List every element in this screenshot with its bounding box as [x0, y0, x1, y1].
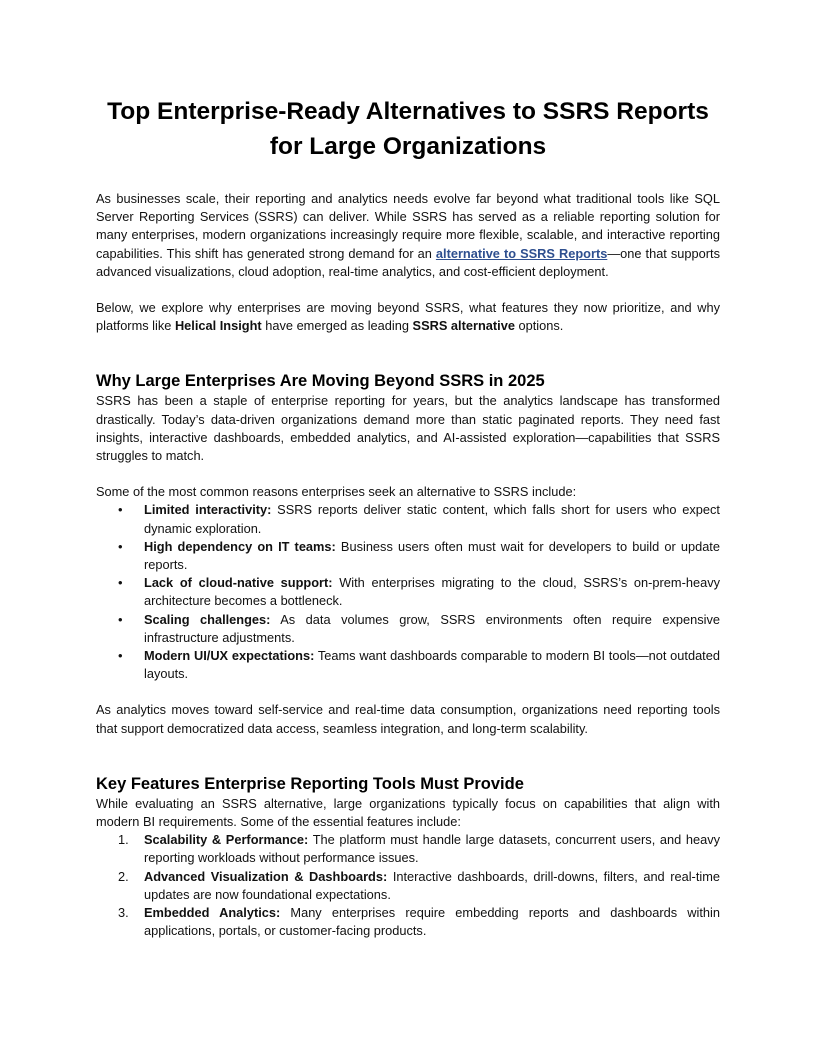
ssrs-alternative-bold: SSRS alternative [412, 318, 515, 334]
list-item-bold: High dependency on IT teams: [144, 538, 336, 554]
list-number: 3. [118, 905, 129, 921]
list-item-bold: Limited interactivity: [144, 502, 272, 518]
list-item-bold: Lack of cloud-native support: [144, 575, 333, 591]
list-item-bold: Advanced Visualization & Dashboards: [144, 868, 388, 884]
list-item-text: With enterprises migrating to the cloud, SSRS’s on-prem-heavy architecture becomes a bottleneck. [144, 575, 720, 609]
ssrs-alternative-link[interactable]: alternative to SSRS Reports [435, 245, 608, 261]
bullet-icon: • [118, 575, 123, 591]
intro-paragraph-2 [96, 299, 720, 335]
intro-text-2: —one that supports advanced visualizations, cloud adoption, real-time analytics, and cost-efficient deployment. [96, 245, 720, 279]
intro-text-1: As businesses scale, their reporting and analytics needs evolve far beyond what traditional tools like SQL Server Reporting Services (SSRS) can deliver. While SSRS has served as a reliable reporting solution for many enterprises, modern organizations increasingly require more flexible, scalable, and interactive reporting capabilities. This shift has generated strong demand for an [96, 191, 720, 261]
features-list [96, 831, 720, 940]
list-item-text: The platform must handle large datasets, concurrent users, and heavy reporting workloads without performance issues. [144, 832, 721, 866]
list-item-text: Business users often must wait for developers to build or update reports. [144, 538, 720, 573]
reasons-list [96, 501, 720, 683]
list-item-text: Teams want dashboards comparable to modern BI tools—not outdated layouts. [144, 648, 720, 682]
bullet-icon: • [118, 538, 123, 554]
page-title: Top Enterprise-Ready Alternatives to SSRS Reports for Large Organizations [107, 98, 709, 160]
list-item [118, 647, 720, 683]
section1-paragraph-3: As analytics moves toward self-service and real-time data consumption, organizations need reporting tools that support democratized data access, seamless integration, and long-term scalability. [96, 702, 720, 736]
list-number: 1. [118, 832, 129, 848]
list-item [118, 574, 720, 610]
bullet-icon: • [118, 648, 123, 664]
bullet-icon: • [118, 611, 123, 627]
list-number: 2. [118, 868, 129, 884]
list-item-text: Interactive dashboards, drill-downs, filters, and real-time updates are now foundational expectations. [144, 868, 720, 902]
bullet-icon: • [118, 502, 123, 518]
list-item [118, 831, 721, 867]
intro2-text-c: options. [514, 318, 564, 334]
intro2-text-a: Below, we explore why enterprises are moving beyond SSRS, what features they now prioritize, and why platforms like [96, 300, 720, 334]
section2-paragraph-1: While evaluating an SSRS alternative, large organizations typically focus on capabilities that align with modern BI requirements. Some of the essential features include: [96, 795, 720, 830]
list-item [118, 868, 720, 904]
list-item-text: SSRS reports deliver static content, which falls short for users who expect dynamic exploration. [144, 502, 720, 536]
list-item-bold: Scalability & Performance: [144, 832, 309, 848]
list-item-bold: Embedded Analytics: [144, 905, 281, 921]
section1-paragraph-2: Some of the most common reasons enterprises seek an alternative to SSRS include: [96, 484, 577, 500]
list-item-text: As data volumes grow, SSRS environments often require expensive infrastructure adjustments. [144, 611, 720, 645]
section2-heading: Key Features Enterprise Reporting Tools Must Provide [96, 774, 524, 793]
section1-paragraph-1: SSRS has been a staple of enterprise reporting for years, but the analytics landscape has transformed drastically. Today’s data-driven organizations demand more than static paginated reports. They need fast insights, interactive dashboards, embedded analytics, and AI-assisted exploration—capabilities that SSRS struggles to match. [96, 393, 720, 464]
list-item-bold: Modern UI/UX expectations: [144, 648, 315, 664]
intro-paragraph-1 [96, 190, 720, 281]
list-item [118, 538, 720, 574]
list-item [118, 501, 720, 537]
list-item [118, 904, 721, 940]
list-item [118, 611, 720, 647]
intro2-text-b: have emerged as leading [261, 318, 413, 334]
section1-heading: Why Large Enterprises Are Moving Beyond SSRS in 2025 [96, 372, 545, 391]
helical-insight-bold: Helical Insight [174, 318, 262, 334]
list-item-bold: Scaling challenges: [144, 611, 271, 627]
list-item-text: Many enterprises require embedding reports and dashboards within applications, portals, or customer-facing products. [144, 905, 721, 939]
